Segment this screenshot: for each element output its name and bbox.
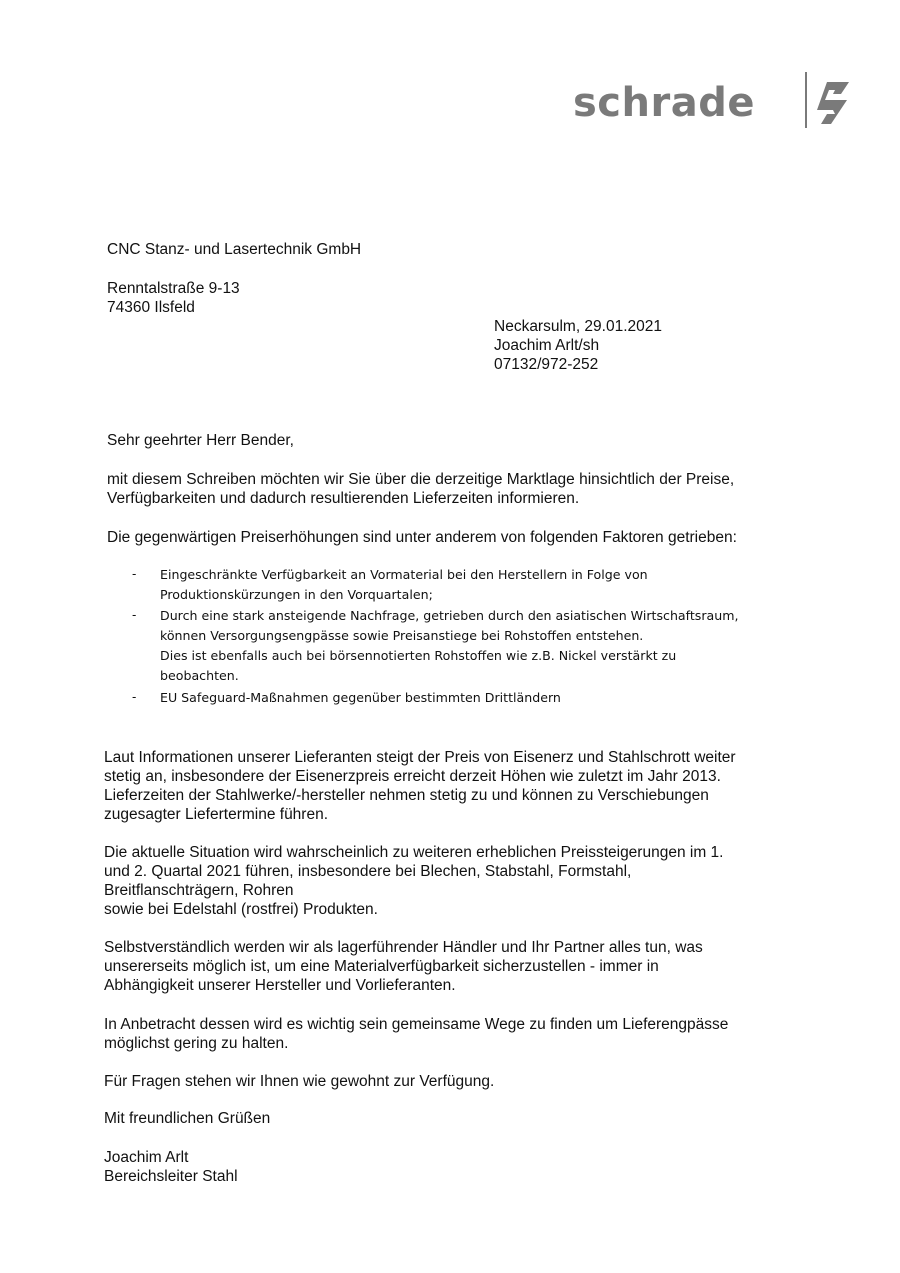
paragraph-line: mit diesem Schreiben möchten wir Sie über die derzeitige Marktlage hinsichtlich der Preise, xyxy=(107,471,735,488)
recipient-company: CNC Stanz- und Lasertechnik GmbH xyxy=(107,241,362,258)
paragraph-line: Laut Informationen unserer Lieferanten steigt der Preis von Eisenerz und Stahlschrott weiter xyxy=(104,749,736,766)
paragraph-line: Abhängigkeit unserer Hersteller und Vorlieferanten. xyxy=(104,977,456,994)
paragraph-line: unsererseits möglich ist, um eine Materialverfügbarkeit sicherzustellen - immer in xyxy=(104,958,659,975)
paragraph-line: In Anbetracht dessen wird es wichtig sein gemeinsame Wege zu finden um Lieferengpässe xyxy=(104,1016,729,1033)
signature-name: Joachim Arlt xyxy=(104,1149,189,1166)
place-date: Neckarsulm, 29.01.2021 xyxy=(494,318,663,335)
contact-person: Joachim Arlt/sh xyxy=(494,337,600,354)
list-dash: - xyxy=(132,566,137,581)
paragraph-line: und 2. Quartal 2021 führen, insbesondere bei Blechen, Stabstahl, Formstahl, xyxy=(104,863,632,880)
logo-wordmark: schrade xyxy=(573,80,755,126)
paragraph-line: Selbstverständlich werden wir als lagerführender Händler und Ihr Partner alles tun, was xyxy=(104,939,703,956)
paragraph-line: Die aktuelle Situation wird wahrscheinlich zu weiteren erheblichen Preissteigerungen im 1. xyxy=(104,844,724,861)
paragraph-line: sowie bei Edelstahl (rostfrei) Produkten. xyxy=(104,901,378,918)
paragraph-line: zugesagter Liefertermine führen. xyxy=(104,806,329,823)
recipient-city: 74360 Ilsfeld xyxy=(107,299,195,316)
paragraph-line: stetig an, insbesondere der Eisenerzpreis erreicht derzeit Höhen wie zuletzt im Jahr 2013. xyxy=(104,768,721,785)
list-dash: - xyxy=(132,689,137,704)
contact-phone: 07132/972-252 xyxy=(494,356,599,373)
list-dash: - xyxy=(132,607,137,622)
list-item-line: Dies ist ebenfalls auch bei börsennotierten Rohstoffen wie z.B. Nickel verstärkt zu xyxy=(160,648,677,663)
schrade-lightning-icon xyxy=(813,80,851,126)
recipient-street: Renntalstraße 9-13 xyxy=(107,280,240,297)
closing: Mit freundlichen Grüßen xyxy=(104,1110,271,1127)
list-item-line: können Versorgungsengpässe sowie Preisanstiege bei Rohstoffen entstehen. xyxy=(160,628,644,643)
salutation: Sehr geehrter Herr Bender, xyxy=(107,432,294,449)
questions-paragraph: Für Fragen stehen wir Ihnen wie gewohnt zur Verfügung. xyxy=(104,1073,495,1090)
list-item-line: beobachten. xyxy=(160,668,239,683)
list-item-line: Eingeschränkte Verfügbarkeit an Vormaterial bei den Herstellern in Folge von xyxy=(160,567,648,582)
paragraph-line: Verfügbarkeiten und dadurch resultierenden Lieferzeiten informieren. xyxy=(107,490,580,507)
paragraph-line: Breitflanschträgern, Rohren xyxy=(104,882,294,899)
paragraph-line: möglichst gering zu halten. xyxy=(104,1035,289,1052)
paragraph-line: Lieferzeiten der Stahlwerke/-hersteller nehmen stetig zu und können zu Verschiebungen xyxy=(104,787,709,804)
list-item-line: Produktionskürzungen in den Vorquartalen; xyxy=(160,587,433,602)
logo-divider xyxy=(805,72,807,128)
factors-lead: Die gegenwärtigen Preiserhöhungen sind unter anderem von folgenden Faktoren getrieben: xyxy=(107,529,737,546)
signature-title: Bereichsleiter Stahl xyxy=(104,1168,238,1185)
list-item-line: Durch eine stark ansteigende Nachfrage, getrieben durch den asiatischen Wirtschaftsraum, xyxy=(160,608,739,623)
list-item-line: EU Safeguard-Maßnahmen gegenüber bestimmten Drittländern xyxy=(160,690,561,705)
